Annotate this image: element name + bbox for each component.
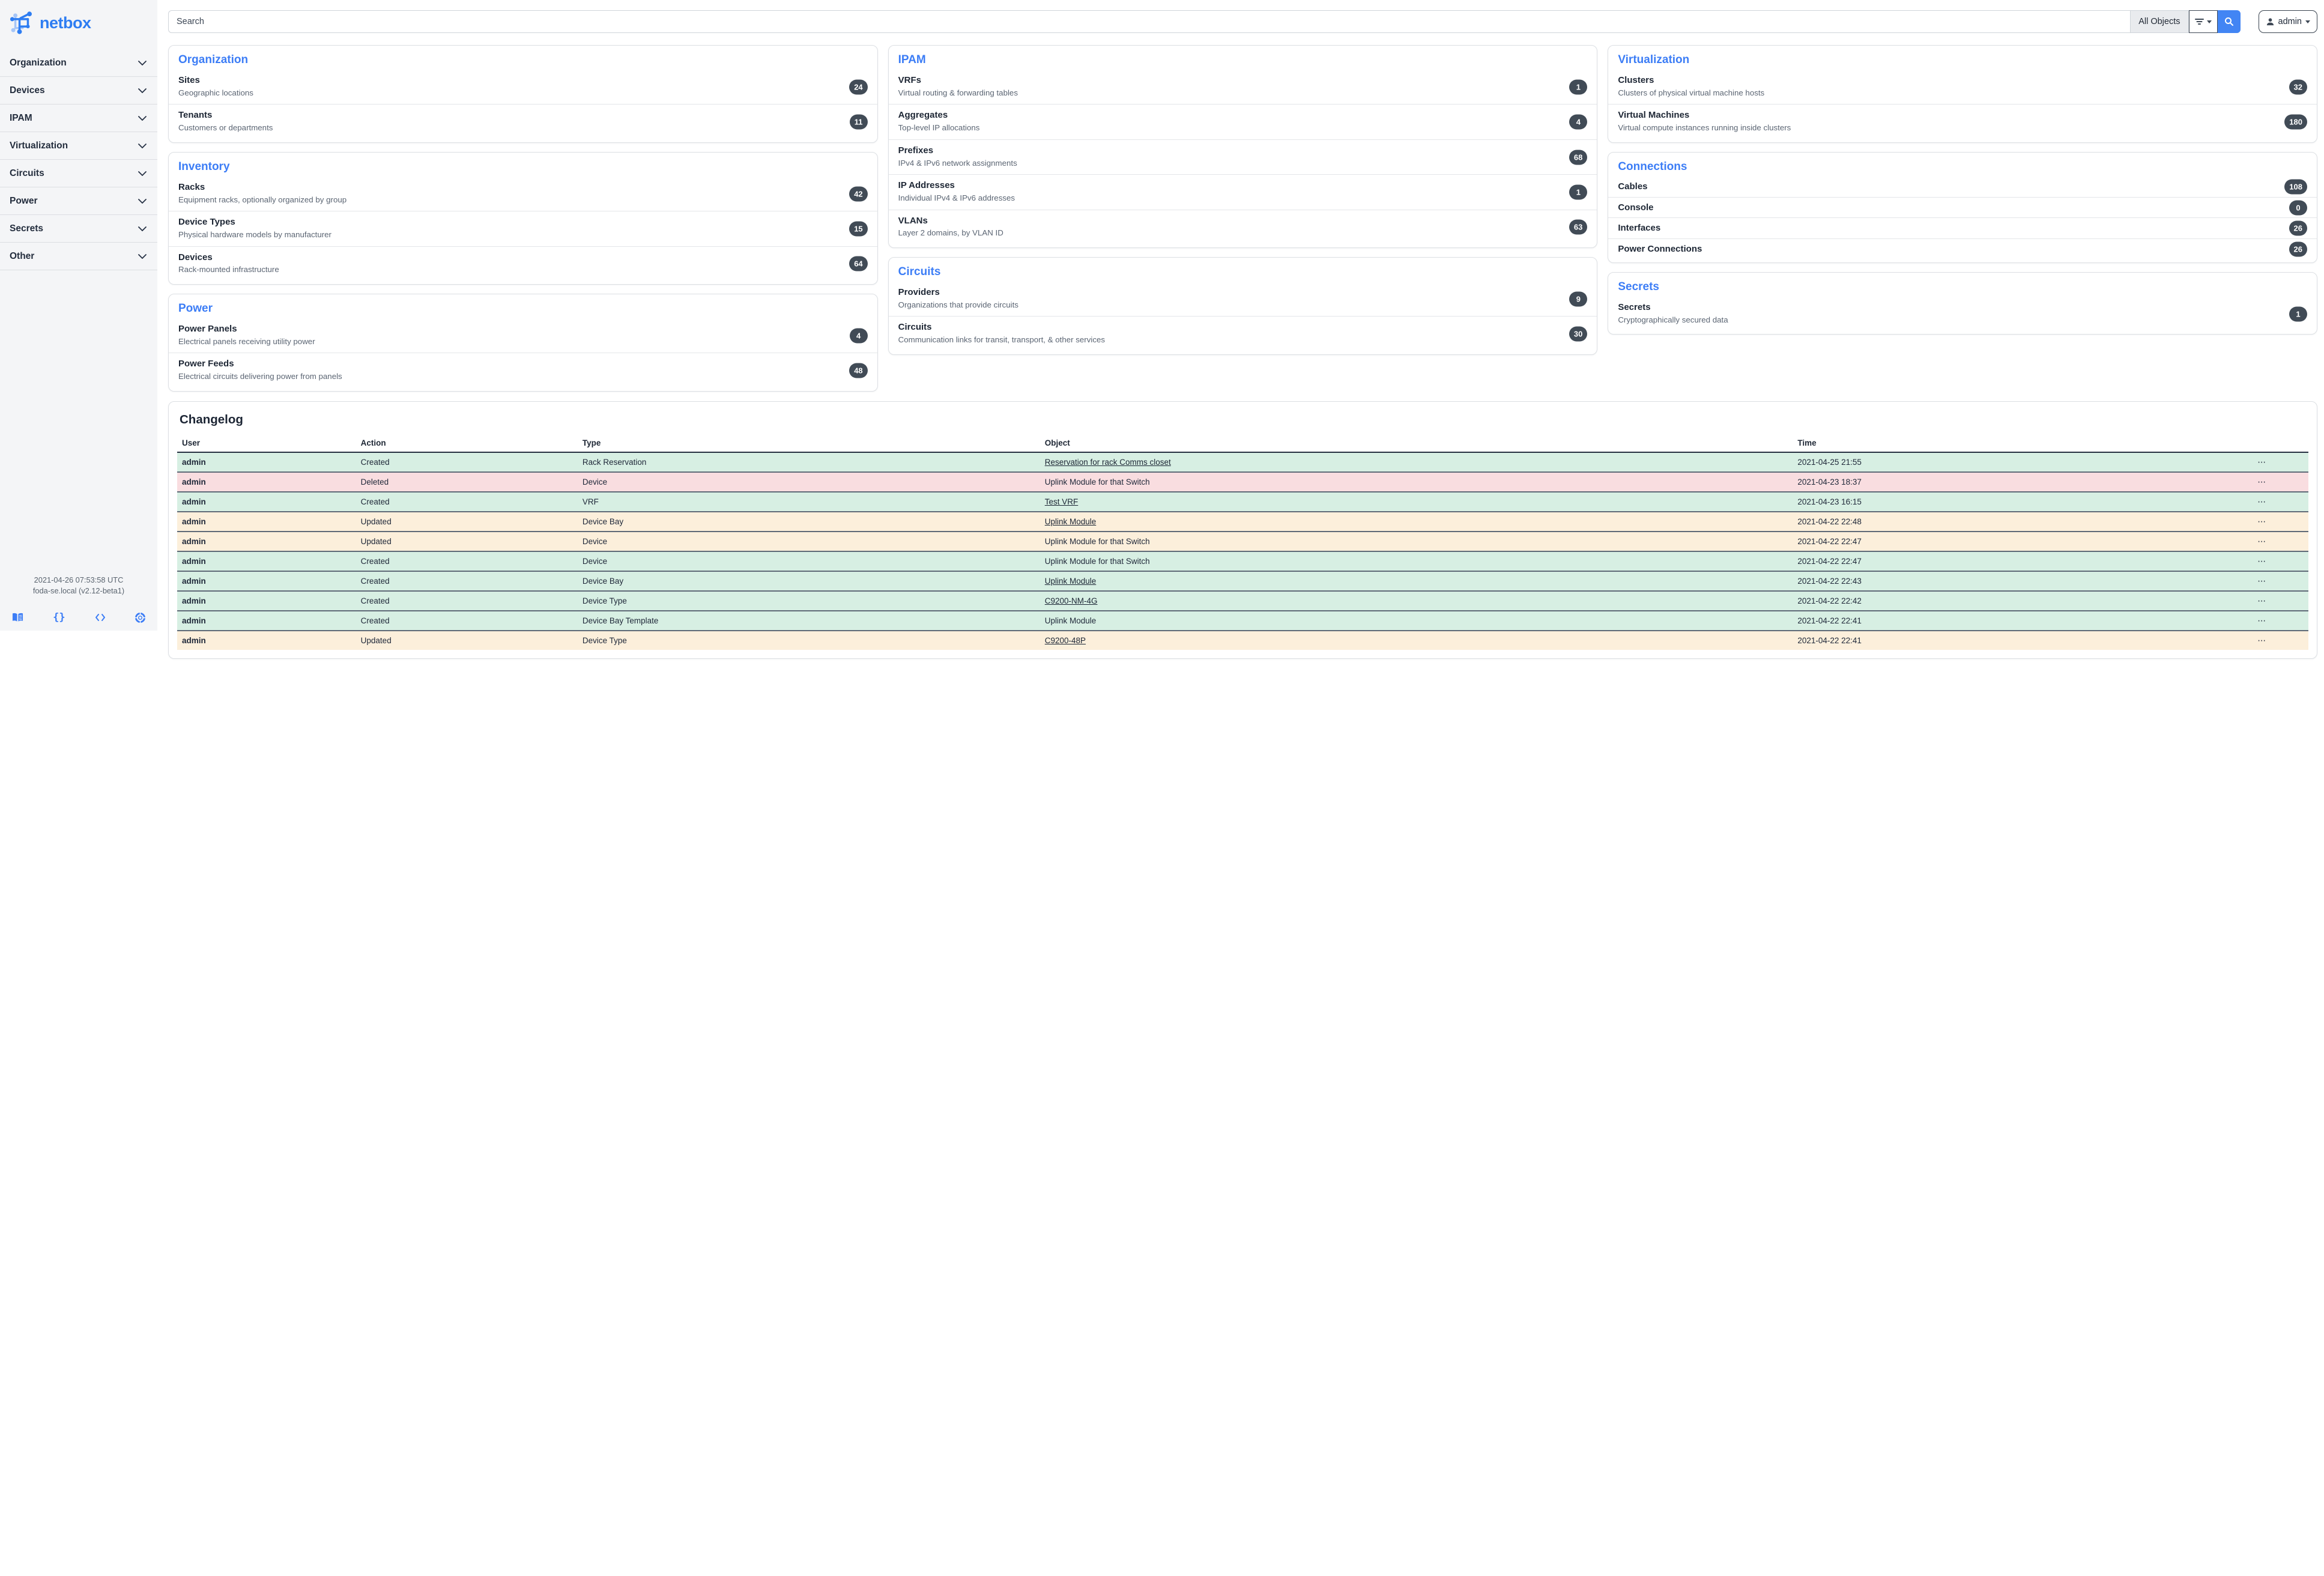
topbar (168, 10, 2317, 33)
dashboard-link-circuits[interactable] (889, 316, 1597, 351)
card-secrets (1608, 272, 2317, 335)
count-badge: 9 (1569, 291, 1587, 306)
ellipsis-icon: ⋯ (2257, 536, 2267, 546)
ellipsis-icon: ⋯ (2257, 456, 2267, 467)
changelog-cell-object (1040, 631, 1793, 650)
changelog-cell-action: Created (360, 616, 390, 625)
card-item-list (169, 318, 877, 391)
dashboard-link-aggregates[interactable] (889, 104, 1597, 139)
count-badge: 64 (849, 256, 867, 271)
sidebar-item-secrets[interactable] (0, 215, 157, 243)
changelog-cell-action: Updated (360, 635, 392, 645)
card-title: Inventory (178, 160, 230, 173)
changelog-cell-type: Rack Reservation (582, 457, 647, 467)
item-name: Clusters (1618, 75, 1654, 85)
changelog-cell-time: 2021-04-23 16:15 (1797, 497, 1862, 506)
item-name: Prefixes (898, 145, 934, 156)
card-connections (1608, 152, 2317, 263)
card-circuits (888, 257, 1598, 355)
user-menu-button[interactable] (2259, 10, 2318, 33)
changelog-cell-user: admin (182, 576, 206, 586)
card-title: Connections (1618, 160, 1687, 173)
api-braces-icon[interactable]: {} (53, 611, 65, 623)
dashboard-link-vlans[interactable] (889, 210, 1597, 244)
item-name: VRFs (898, 75, 921, 85)
item-description: Layer 2 domains, by VLAN ID (898, 228, 1003, 238)
changelog-cell-user: admin (182, 635, 206, 645)
chevron-down-icon (138, 168, 147, 179)
changelog-cell-type: Device Bay (582, 576, 624, 586)
changelog-header-time: Time (1793, 434, 2215, 452)
ellipsis-icon: ⋯ (2257, 575, 2267, 586)
chevron-down-icon (138, 251, 147, 262)
changelog-header-action: Action (356, 434, 578, 452)
changelog-cell-type: Device Type (582, 596, 627, 605)
changelog-cell-type: Device Bay Template (582, 616, 659, 625)
changelog-cell-user: admin (182, 556, 206, 566)
item-description: Physical hardware models by manufacturer (178, 230, 331, 240)
ellipsis-icon: ⋯ (2257, 595, 2267, 605)
changelog-table (177, 434, 2308, 650)
dashboard-link-virtual-machines[interactable] (1608, 104, 2317, 139)
count-badge: 1 (1569, 184, 1587, 199)
changelog-row (177, 452, 2308, 472)
changelog-cell-time: 2021-04-22 22:43 (1797, 576, 1862, 586)
changelog-cell-type: Device Type (582, 635, 627, 645)
count-badge: 48 (849, 363, 867, 378)
card-virtualization (1608, 45, 2317, 143)
item-description: Equipment racks, optionally organized by group (178, 195, 347, 204)
changelog-cell-type: Device (582, 536, 608, 546)
item-description: Top-level IP allocations (898, 123, 980, 133)
dashboard-column-2 (888, 45, 1598, 392)
item-description: Electrical panels receiving utility power (178, 336, 315, 346)
changelog-cell-user: admin (182, 517, 206, 526)
changelog-cell-time: 2021-04-25 21:55 (1797, 457, 1862, 467)
sidebar-item-label: Organization (10, 58, 67, 68)
item-description: Electrical circuits delivering power from panels (178, 372, 342, 381)
item-name: IP Addresses (898, 180, 955, 191)
sidebar-item-label: Secrets (10, 223, 44, 234)
object-link[interactable]: C9200-48P (1044, 635, 1086, 645)
item-name: Power Feeds (178, 359, 234, 369)
dashboard-link-interfaces[interactable] (1608, 217, 2317, 238)
item-name: Devices (178, 252, 213, 262)
dashboard-link-sites[interactable] (169, 70, 877, 104)
dashboard-link-console[interactable] (1608, 197, 2317, 218)
changelog-cell-user: admin (182, 457, 206, 467)
changelog-cell-object: Uplink Module (1044, 616, 1097, 625)
changelog-row (177, 571, 2308, 591)
sidebar-item-organization[interactable] (0, 49, 157, 77)
sidebar-item-label: Other (10, 250, 35, 261)
sidebar (0, 0, 157, 631)
netbox-logo-icon (10, 11, 34, 35)
card-ipam (888, 45, 1598, 248)
item-name: Device Types (178, 217, 235, 228)
sidebar-item-label: IPAM (10, 112, 32, 123)
item-name: Providers (898, 287, 940, 298)
count-badge: 63 (1569, 220, 1587, 235)
item-description: Rack-mounted infrastructure (178, 265, 279, 274)
count-badge: 68 (1569, 150, 1587, 165)
count-badge: 0 (2289, 200, 2307, 215)
changelog-cell-action: Created (360, 497, 390, 506)
search-group (168, 10, 2241, 33)
changelog-cell-object: Uplink Module for that Switch (1044, 556, 1150, 566)
sidebar-item-label: Circuits (10, 168, 44, 178)
search-button[interactable] (2218, 10, 2241, 33)
changelog-title: Changelog (180, 412, 243, 426)
card-organization (168, 45, 878, 143)
sidebar-footer (0, 575, 157, 631)
sidebar-item-other[interactable] (0, 243, 157, 270)
source-code-icon[interactable] (95, 613, 106, 622)
changelog-header-user: User (177, 434, 356, 452)
changelog-cell-object (1040, 591, 1793, 611)
card-title: Virtualization (1618, 53, 1690, 66)
count-badge: 11 (850, 115, 868, 130)
filter-icon (2195, 18, 2204, 25)
main-content (157, 0, 2324, 1576)
chevron-down-icon (138, 141, 147, 151)
changelog-cell-time: 2021-04-22 22:42 (1797, 596, 1862, 605)
card-item-list (889, 282, 1597, 354)
changelog-header-object: Object (1040, 434, 1793, 452)
changelog-cell-action: Updated (360, 517, 392, 526)
count-badge: 1 (1569, 79, 1587, 94)
ellipsis-icon: ⋯ (2257, 476, 2267, 486)
count-badge: 26 (2289, 242, 2307, 257)
count-badge: 42 (849, 186, 867, 201)
chevron-down-icon (2207, 20, 2212, 23)
card-title: Organization (178, 53, 249, 66)
count-badge: 26 (2289, 221, 2307, 236)
changelog-cell-user: admin (182, 477, 206, 486)
item-description: Virtual routing & forwarding tables (898, 88, 1018, 97)
count-badge: 32 (2289, 79, 2307, 94)
dashboard-link-secrets[interactable] (1608, 297, 2317, 331)
item-description: Organizations that provide circuits (898, 300, 1018, 309)
changelog-header-actions (2215, 434, 2308, 452)
item-name: Power Connections (1618, 244, 1702, 255)
changelog-cell-action: Created (360, 596, 390, 605)
sidebar-item-power[interactable] (0, 187, 157, 215)
card-title: Power (178, 302, 213, 315)
chevron-down-icon (138, 85, 147, 96)
count-badge: 108 (2284, 179, 2307, 194)
count-badge: 15 (849, 221, 867, 236)
changelog-cell-action: Updated (360, 536, 392, 546)
dashboard-grid (168, 45, 2317, 392)
user-icon (2266, 17, 2275, 26)
changelog-cell-user: admin (182, 536, 206, 546)
changelog-cell-action: Deleted (360, 477, 389, 486)
card-item-list (1608, 297, 2317, 334)
count-badge: 4 (1569, 115, 1587, 130)
ellipsis-icon: ⋯ (2257, 516, 2267, 526)
changelog-cell-type: Device Bay (582, 517, 624, 526)
object-link[interactable]: Uplink Module (1044, 517, 1097, 526)
changelog-row (177, 611, 2308, 631)
changelog-cell-action: Created (360, 457, 390, 467)
chevron-down-icon (138, 113, 147, 124)
item-name: Sites (178, 75, 200, 85)
chevron-down-icon (138, 58, 147, 68)
item-description: Communication links for transit, transport, & other services (898, 335, 1106, 345)
dashboard-link-devices[interactable] (169, 246, 877, 281)
dashboard-link-device-types[interactable] (169, 211, 877, 246)
changelog-cell-object (1040, 512, 1793, 532)
changelog-row (177, 631, 2308, 650)
changelog-cell-user: admin (182, 596, 206, 605)
item-name: VLANs (898, 215, 928, 226)
changelog-row (177, 532, 2308, 551)
dashboard-column-1 (168, 45, 878, 392)
object-link[interactable]: Test VRF (1044, 497, 1079, 506)
dashboard-link-power-panels[interactable] (169, 318, 877, 353)
item-name: Interfaces (1618, 223, 1661, 234)
card-power (168, 294, 878, 392)
card-title: Secrets (1618, 280, 1659, 293)
dashboard-link-clusters[interactable] (1608, 70, 2317, 104)
sidebar-item-ipam[interactable] (0, 105, 157, 132)
card-item-list (1608, 177, 2317, 262)
dashboard-link-racks[interactable] (169, 177, 877, 211)
item-description: Individual IPv4 & IPv6 addresses (898, 193, 1015, 203)
changelog-cell-time: 2021-04-22 22:47 (1797, 536, 1862, 546)
dashboard-link-cables[interactable] (1608, 177, 2317, 197)
item-name: Circuits (898, 322, 932, 333)
changelog-cell-time: 2021-04-23 18:37 (1797, 477, 1862, 486)
changelog-cell-object (1040, 452, 1793, 472)
item-description: Clusters of physical virtual machine hosts (1618, 88, 1765, 97)
object-link[interactable]: C9200-NM-4G (1044, 596, 1098, 605)
item-name: Racks (178, 181, 205, 192)
item-description: Cryptographically secured data (1618, 315, 1728, 324)
ellipsis-icon: ⋯ (2257, 496, 2267, 506)
item-name: Virtual Machines (1618, 110, 1690, 121)
card-item-list (169, 177, 877, 284)
user-name: admin (2278, 17, 2302, 26)
docs-book-icon[interactable] (12, 613, 23, 622)
item-name: Console (1618, 202, 1654, 213)
item-name: Tenants (178, 110, 213, 121)
chevron-down-icon (2305, 20, 2310, 23)
card-item-list (889, 70, 1597, 247)
changelog-cell-object: Uplink Module for that Switch (1044, 477, 1150, 486)
item-name: Power Panels (178, 324, 237, 335)
object-link[interactable]: Uplink Module (1044, 576, 1097, 586)
footer-host: foda-se.local (v2.12-beta1) (32, 586, 125, 595)
item-description: Geographic locations (178, 88, 253, 97)
changelog-row (177, 551, 2308, 571)
changelog-cell-action: Created (360, 576, 390, 586)
sidebar-nav (0, 49, 157, 270)
dashboard-link-tenants[interactable] (169, 104, 877, 139)
item-description: Virtual compute instances running inside clusters (1618, 123, 1791, 133)
card-title: IPAM (898, 53, 926, 66)
changelog-cell-type: Device (582, 477, 608, 486)
card-title: Circuits (898, 265, 941, 279)
ellipsis-icon: ⋯ (2257, 556, 2267, 566)
sidebar-item-virtualization[interactable] (0, 132, 157, 160)
search-input[interactable] (168, 10, 2130, 33)
sidebar-item-label: Devices (10, 85, 45, 95)
sidebar-item-devices[interactable] (0, 77, 157, 105)
count-badge: 4 (850, 328, 868, 343)
changelog-cell-user: admin (182, 497, 206, 506)
changelog-cell-object: Uplink Module for that Switch (1044, 536, 1150, 546)
changelog-row (177, 512, 2308, 532)
card-item-list (169, 70, 877, 142)
changelog-cell-user: admin (182, 616, 206, 625)
changelog-cell-object (1040, 571, 1793, 591)
changelog-cell-time: 2021-04-22 22:48 (1797, 517, 1862, 526)
brand-name: netbox (40, 13, 91, 32)
changelog-header-type: Type (578, 434, 1040, 452)
footer-timestamp: 2021-04-26 07:53:58 UTC (34, 575, 124, 585)
changelog-cell-time: 2021-04-22 22:47 (1797, 556, 1862, 566)
sidebar-item-circuits[interactable] (0, 160, 157, 187)
changelog-row (177, 591, 2308, 611)
changelog-cell-time: 2021-04-22 22:41 (1797, 635, 1862, 645)
item-name: Secrets (1618, 302, 1651, 312)
item-name: Cables (1618, 181, 1648, 192)
changelog-cell-object (1040, 492, 1793, 512)
chevron-down-icon (138, 196, 147, 207)
ellipsis-icon: ⋯ (2257, 615, 2267, 625)
card-item-list (1608, 70, 2317, 142)
dashboard-link-prefixes[interactable] (889, 139, 1597, 174)
search-filter-button[interactable] (2189, 10, 2218, 33)
item-description: IPv4 & IPv6 network assignments (898, 158, 1017, 168)
count-badge: 1 (2289, 306, 2307, 321)
count-badge: 24 (849, 79, 867, 94)
dashboard-link-power-connections[interactable] (1608, 238, 2317, 259)
count-badge: 30 (1569, 327, 1587, 342)
dashboard-link-providers[interactable] (889, 282, 1597, 316)
changelog-row (177, 472, 2308, 492)
count-badge: 180 (2284, 115, 2307, 130)
changelog-cell-action: Created (360, 556, 390, 566)
search-icon (2224, 17, 2234, 26)
search-scope-label: All Objects (2130, 10, 2188, 33)
sidebar-item-label: Virtualization (10, 140, 68, 151)
changelog-cell-time: 2021-04-22 22:41 (1797, 616, 1862, 625)
dashboard-link-ip-addresses[interactable] (889, 174, 1597, 209)
changelog-cell-type: VRF (582, 497, 599, 506)
changelog-card (168, 401, 2317, 659)
help-lifering-icon[interactable] (135, 613, 145, 623)
item-description: Customers or departments (178, 123, 273, 133)
dashboard-link-vrfs[interactable] (889, 70, 1597, 104)
dashboard-link-power-feeds[interactable] (169, 353, 877, 387)
object-link[interactable]: Reservation for rack Comms closet (1044, 457, 1171, 467)
netbox-logo[interactable] (0, 0, 157, 43)
changelog-row (177, 492, 2308, 512)
card-inventory (168, 152, 878, 285)
chevron-down-icon (138, 223, 147, 234)
ellipsis-icon: ⋯ (2257, 635, 2267, 645)
sidebar-item-label: Power (10, 195, 38, 206)
changelog-cell-type: Device (582, 556, 608, 566)
item-name: Aggregates (898, 110, 948, 121)
dashboard-column-3 (1608, 45, 2317, 392)
